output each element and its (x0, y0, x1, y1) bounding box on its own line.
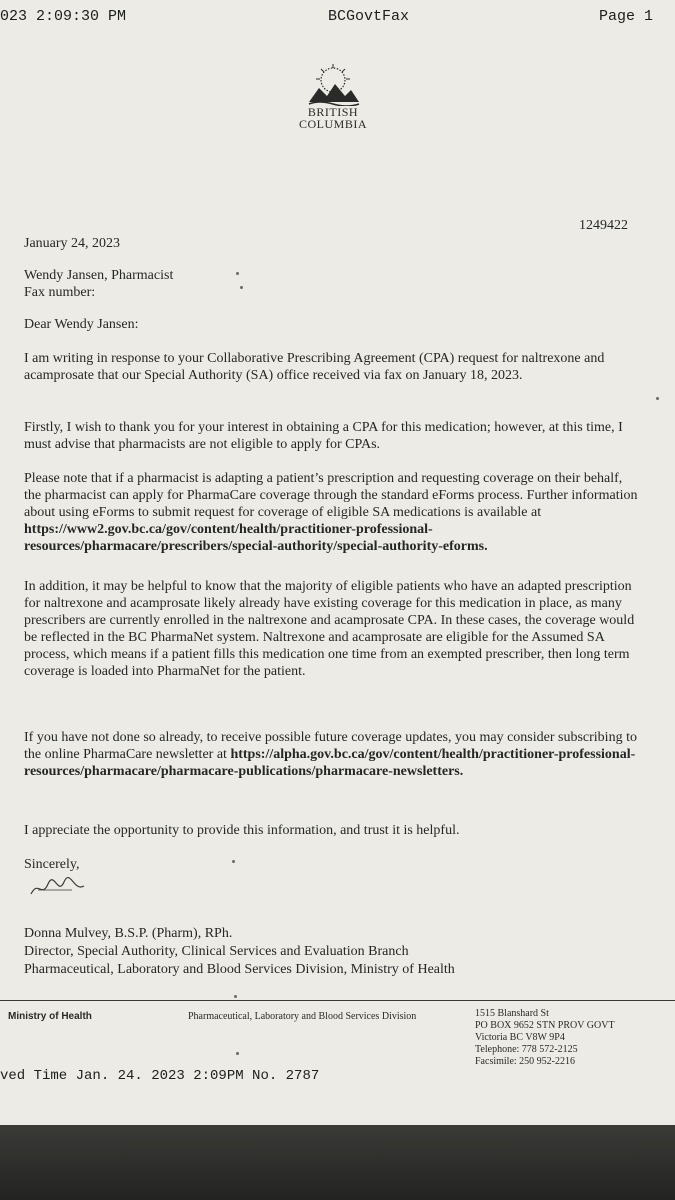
footer-address (475, 1008, 615, 1068)
scan-speck (236, 272, 239, 275)
eforms-link[interactable]: https://www2.gov.bc.ca/gov/content/health/practitioner-professional-resources/pharmacare/prescribers/special-authority/special-authority-eforms. (24, 522, 488, 554)
salutation: Dear Wendy Jansen: (24, 317, 139, 332)
bc-crest-icon (305, 62, 361, 106)
address-line: Victoria BC V8W 9P4 (475, 1032, 565, 1043)
received-time-stamp: ved Time Jan. 24. 2023 2:09PM No. 2787 (0, 1068, 320, 1084)
fax-header-time: 023 2:09:30 PM (0, 8, 127, 25)
paragraph-3-text: Please note that if a pharmacist is adapting a patient’s prescription and requesting coverage on their behalf, the pharmacist can apply for PharmaCare coverage through the standard eForms process. Further information about using eForms to submit request for coverage of eligible SA medications is available at (24, 471, 638, 520)
address-line: Facsimile: 250 952-2216 (475, 1056, 575, 1067)
scanner-bed-background (0, 1125, 675, 1200)
scan-speck (232, 860, 235, 863)
footer-divider (0, 1000, 675, 1001)
bc-government-logo (288, 62, 378, 142)
signer-division: Pharmaceutical, Laboratory and Blood Services Division, Ministry of Health (24, 962, 455, 977)
signer-name: Donna Mulvey, B.S.P. (Pharm), RPh. (24, 926, 233, 941)
paragraph-1: I am writing in response to your Collaborative Prescribing Agreement (CPA) request for naltrexone and acamprosate that our Special Authority (SA) office received via fax on January 18, 2023. (24, 351, 605, 383)
scan-speck (240, 286, 243, 289)
address-line: 1515 Blanshard St (475, 1008, 549, 1019)
paragraph-3 (24, 470, 642, 555)
paragraph-2: Firstly, I wish to thank you for your interest in obtaining a CPA for this medication; however, at this time, I must advise that pharmacists are not eligible to apply for CPAs. (24, 420, 623, 452)
scan-speck (234, 995, 237, 998)
letter-date: January 24, 2023 (24, 236, 121, 251)
signature-icon (28, 872, 88, 902)
paragraph-4: In addition, it may be helpful to know that the majority of eligible patients who have an adapted prescription for naltrexone and acamprosate likely already have existing coverage for this medication in place, as many prescribers are currently enrolled in the naltrexone and acamprosate CPA. In these cases, the coverage would be reflected in the BC PharmaNet system. Naltrexone and acamprosate are eligible for the Assumed SA process, which means if a patient fills this medication one time from an exempted prescriber, then long term coverage is loaded into PharmaNet for the patient. (24, 579, 635, 679)
paragraph-6: I appreciate the opportunity to provide this information, and trust it is helpful. (24, 823, 460, 838)
logo-line-2: COLUMBIA (298, 117, 367, 131)
fax-header-sender: BCGovtFax (328, 8, 410, 25)
footer-division: Pharmaceutical, Laboratory and Blood Services Division (188, 1011, 417, 1022)
closing: Sincerely, (24, 857, 80, 872)
paragraph-5-text: If you have not done so already, to receive possible future coverage updates, you may consider subscribing to the online PharmaCare newsletter at (24, 730, 637, 762)
fax-number-label: Fax number: (24, 285, 96, 300)
recipient-name: Wendy Jansen, Pharmacist (24, 268, 174, 283)
signer-title: Director, Special Authority, Clinical Services and Evaluation Branch (24, 944, 409, 959)
scan-speck (656, 397, 659, 400)
footer-ministry: Ministry of Health (8, 1011, 92, 1022)
fax-header (0, 8, 675, 32)
fax-header-page: Page 1 (599, 8, 654, 25)
newsletter-link[interactable]: https://alpha.gov.bc.ca/gov/content/health/practitioner-professional-resources/pharmacare/pharmacare-publications/pharmacare-newsletters. (24, 747, 636, 779)
paragraph-5 (24, 729, 642, 780)
address-line: Telephone: 778 572-2125 (475, 1044, 578, 1055)
logo-line-1: BRITISH (307, 105, 359, 119)
scan-speck (236, 1052, 239, 1055)
address-line: PO BOX 9652 STN PROV GOVT (475, 1020, 615, 1031)
reference-number: 1249422 (579, 218, 628, 233)
